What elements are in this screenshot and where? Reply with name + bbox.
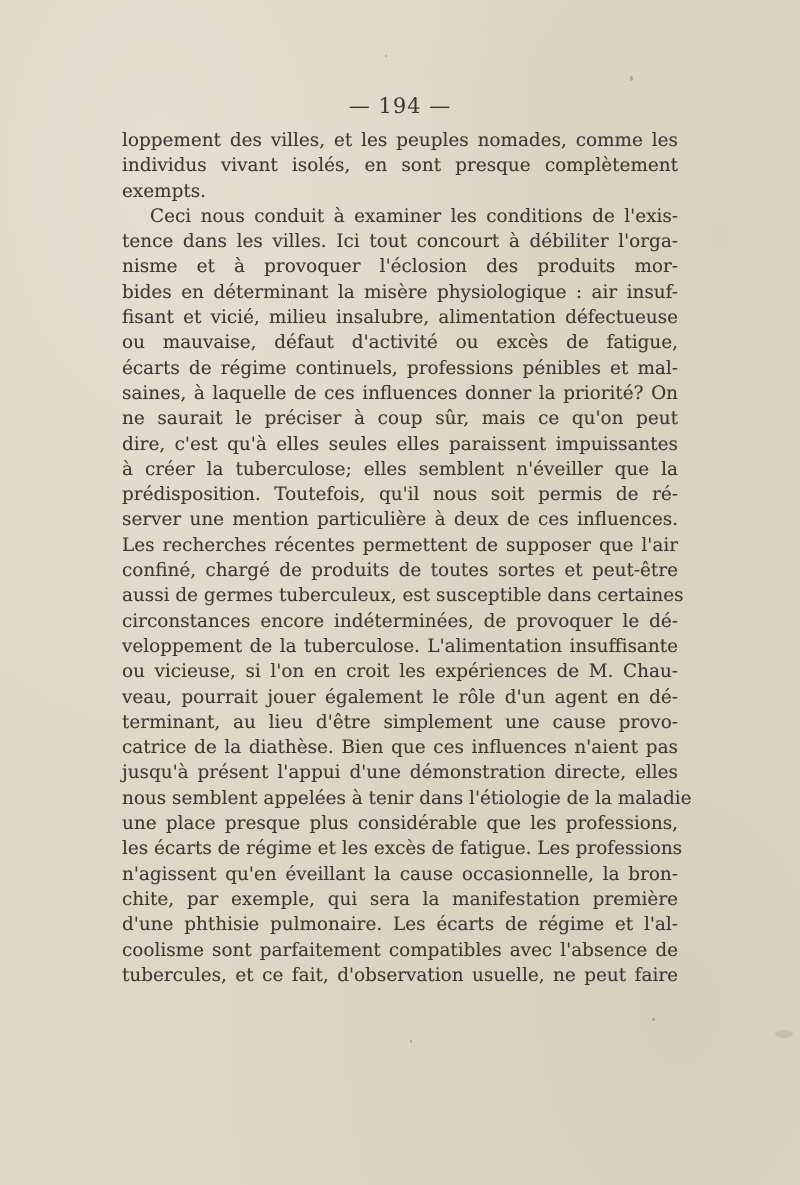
text-line: aussi de germes tuberculeux, est susceptible dans certaines: [122, 585, 684, 607]
text-line: veloppement de la tuberculose. L'alimentation insuffisante: [122, 635, 678, 657]
text-line: prédisposition. Toutefois, qu'il nous soit permis de ré-: [122, 484, 678, 506]
text-line: confiné, chargé de produits de toutes sortes et peut-être: [122, 560, 678, 582]
text-line: nisme et à provoquer l'éclosion des produits mor-: [122, 256, 678, 278]
text-line: ou vicieuse, si l'on en croit les expériences de M. Chau-: [122, 661, 678, 683]
text-line: les écarts de régime et les excès de fatigue. Les professions: [122, 838, 683, 860]
paper-speck: [652, 1018, 655, 1021]
text-line: écarts de régime continuels, professions pénibles et mal-: [122, 357, 678, 379]
text-line: n'agissent qu'en éveillant la cause occasionnelle, la bron-: [122, 863, 678, 885]
text-line: bides en déterminant la misère physiologique : air insuf-: [122, 281, 678, 303]
paper-speck: [630, 76, 633, 81]
text-line: ou mauvaise, défaut d'activité ou excès de fatigue,: [122, 332, 678, 354]
text-line: dire, c'est qu'à elles seules elles paraissent impuissantes: [122, 433, 678, 455]
text-line: loppement des villes, et les peuples nomades, comme les: [122, 130, 678, 151]
text-line: exempts.: [122, 180, 207, 202]
text-line: circonstances encore indéterminées, de provoquer le dé-: [122, 610, 678, 632]
text-line: ne saurait le préciser à coup sûr, mais ce qu'on peut: [122, 408, 678, 430]
text-line: coolisme sont parfaitement compatibles avec l'absence de: [122, 939, 678, 961]
text-line: tence dans les villes. Ici tout concourt à débiliter l'orga-: [122, 231, 678, 253]
text-line: à créer la tuberculose; elles semblent n'éveiller que la: [122, 458, 678, 480]
text-line: catrice de la diathèse. Bien que ces influences n'aient pas: [122, 737, 678, 759]
text-line: terminant, au lieu d'être simplement une cause provo-: [122, 711, 678, 733]
text-line: fisant et vicié, milieu insalubre, alimentation défectueuse: [122, 307, 678, 329]
text-line: une place presque plus considérable que les professions,: [122, 813, 678, 835]
text-line: jusqu'à présent l'appui d'une démonstration directe, elles: [122, 762, 678, 784]
page-number: — 194 —: [348, 94, 452, 118]
paper-speck: [775, 1030, 793, 1038]
paper-speck: [385, 55, 387, 57]
text-line: saines, à laquelle de ces influences donner la priorité? On: [122, 382, 678, 404]
text-line: d'une phthisie pulmonaire. Les écarts de régime et l'al-: [122, 914, 678, 936]
text-line: Les recherches récentes permettent de supposer que l'air: [122, 534, 678, 556]
body-text: [122, 128, 692, 988]
text-line: nous semblent appelées à tenir dans l'étiologie de la maladie: [122, 787, 692, 809]
paper-speck: [410, 1040, 412, 1043]
text-line: server une mention particulière à deux de ces influences.: [122, 509, 678, 531]
text-line: tubercules, et ce fait, d'observation usuelle, ne peut faire: [122, 964, 678, 986]
text-line: individus vivant isolés, en sont presque complètement: [122, 155, 678, 177]
text-line: veau, pourrait jouer également le rôle d'un agent en dé-: [122, 686, 678, 708]
text-line: chite, par exemple, qui sera la manifestation première: [122, 888, 678, 910]
text-line: Ceci nous conduit à examiner les conditions de l'exis-: [150, 205, 678, 227]
